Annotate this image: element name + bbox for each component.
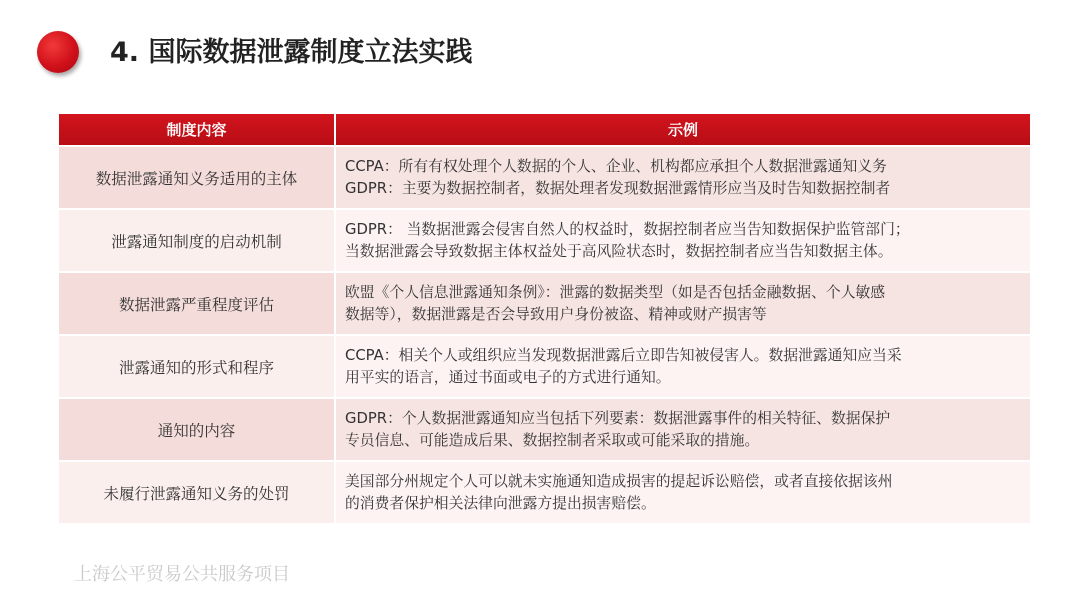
- table-header-row: [59, 114, 1030, 146]
- table-row: [59, 335, 1030, 398]
- row-example: [335, 398, 1030, 461]
- example-line: GDPR：主要为数据控制者，数据处理者发现数据泄露情形应当及时告知数据控制者: [345, 179, 891, 197]
- row-category: 未履行泄露通知义务的处罚: [59, 461, 335, 523]
- example-line: 专员信息、可能造成后果、数据控制者采取或可能采取的措施。: [345, 431, 760, 449]
- row-example: [335, 146, 1030, 209]
- table-row: [59, 398, 1030, 461]
- row-example: [335, 209, 1030, 272]
- example-line: GDPR：个人数据泄露通知应当包括下列要素：数据泄露事件的相关特征、数据保护: [345, 409, 891, 427]
- example-line: 的消费者保护相关法律向泄露方提出损害赔偿。: [345, 494, 656, 512]
- table-row: [59, 209, 1030, 272]
- header-category: 制度内容: [59, 114, 335, 146]
- row-category: 泄露通知制度的启动机制: [59, 209, 335, 272]
- footer-text: 上海公平贸易公共服务项目: [74, 564, 290, 585]
- example-line: 美国部分州规定个人可以就未实施通知造成损害的提起诉讼赔偿，或者直接依据该州: [345, 472, 893, 490]
- row-example: [335, 335, 1030, 398]
- regulation-table: [59, 114, 1030, 523]
- example-line: 用平实的语言，通过书面或电子的方式进行通知。: [345, 368, 671, 386]
- row-example: [335, 272, 1030, 335]
- example-line: GDPR： 当数据泄露会侵害自然人的权益时，数据控制者应当告知数据保护监管部门；: [345, 220, 910, 238]
- row-category: 泄露通知的形式和程序: [59, 335, 335, 398]
- example-line: CCPA：相关个人或组织应当发现数据泄露后立即告知被侵害人。数据泄露通知应当采: [345, 346, 902, 364]
- row-category: 数据泄露通知义务适用的主体: [59, 146, 335, 209]
- example-line: 欧盟《个人信息泄露通知条例》：泄露的数据类型（如是否包括金融数据、个人敏感: [345, 283, 886, 301]
- table-row: [59, 461, 1030, 523]
- header-example: 示例: [335, 114, 1030, 146]
- row-category: 数据泄露严重程度评估: [59, 272, 335, 335]
- slide-title: 4. 国际数据泄露制度立法实践: [110, 37, 473, 68]
- table-row: [59, 146, 1030, 209]
- row-example: [335, 461, 1030, 523]
- regulation-table-container: [59, 114, 1030, 523]
- example-line: 当数据泄露会导致数据主体权益处于高风险状态时，数据控制者应当告知数据主体。: [345, 242, 893, 260]
- red-circle-icon: [37, 31, 79, 73]
- row-category: 通知的内容: [59, 398, 335, 461]
- example-line: 数据等），数据泄露是否会导致用户身份被盗、精神或财产损害等: [345, 305, 767, 323]
- table-row: [59, 272, 1030, 335]
- example-line: CCPA：所有有权处理个人数据的个人、企业、机构都应承担个人数据泄露通知义务: [345, 157, 887, 175]
